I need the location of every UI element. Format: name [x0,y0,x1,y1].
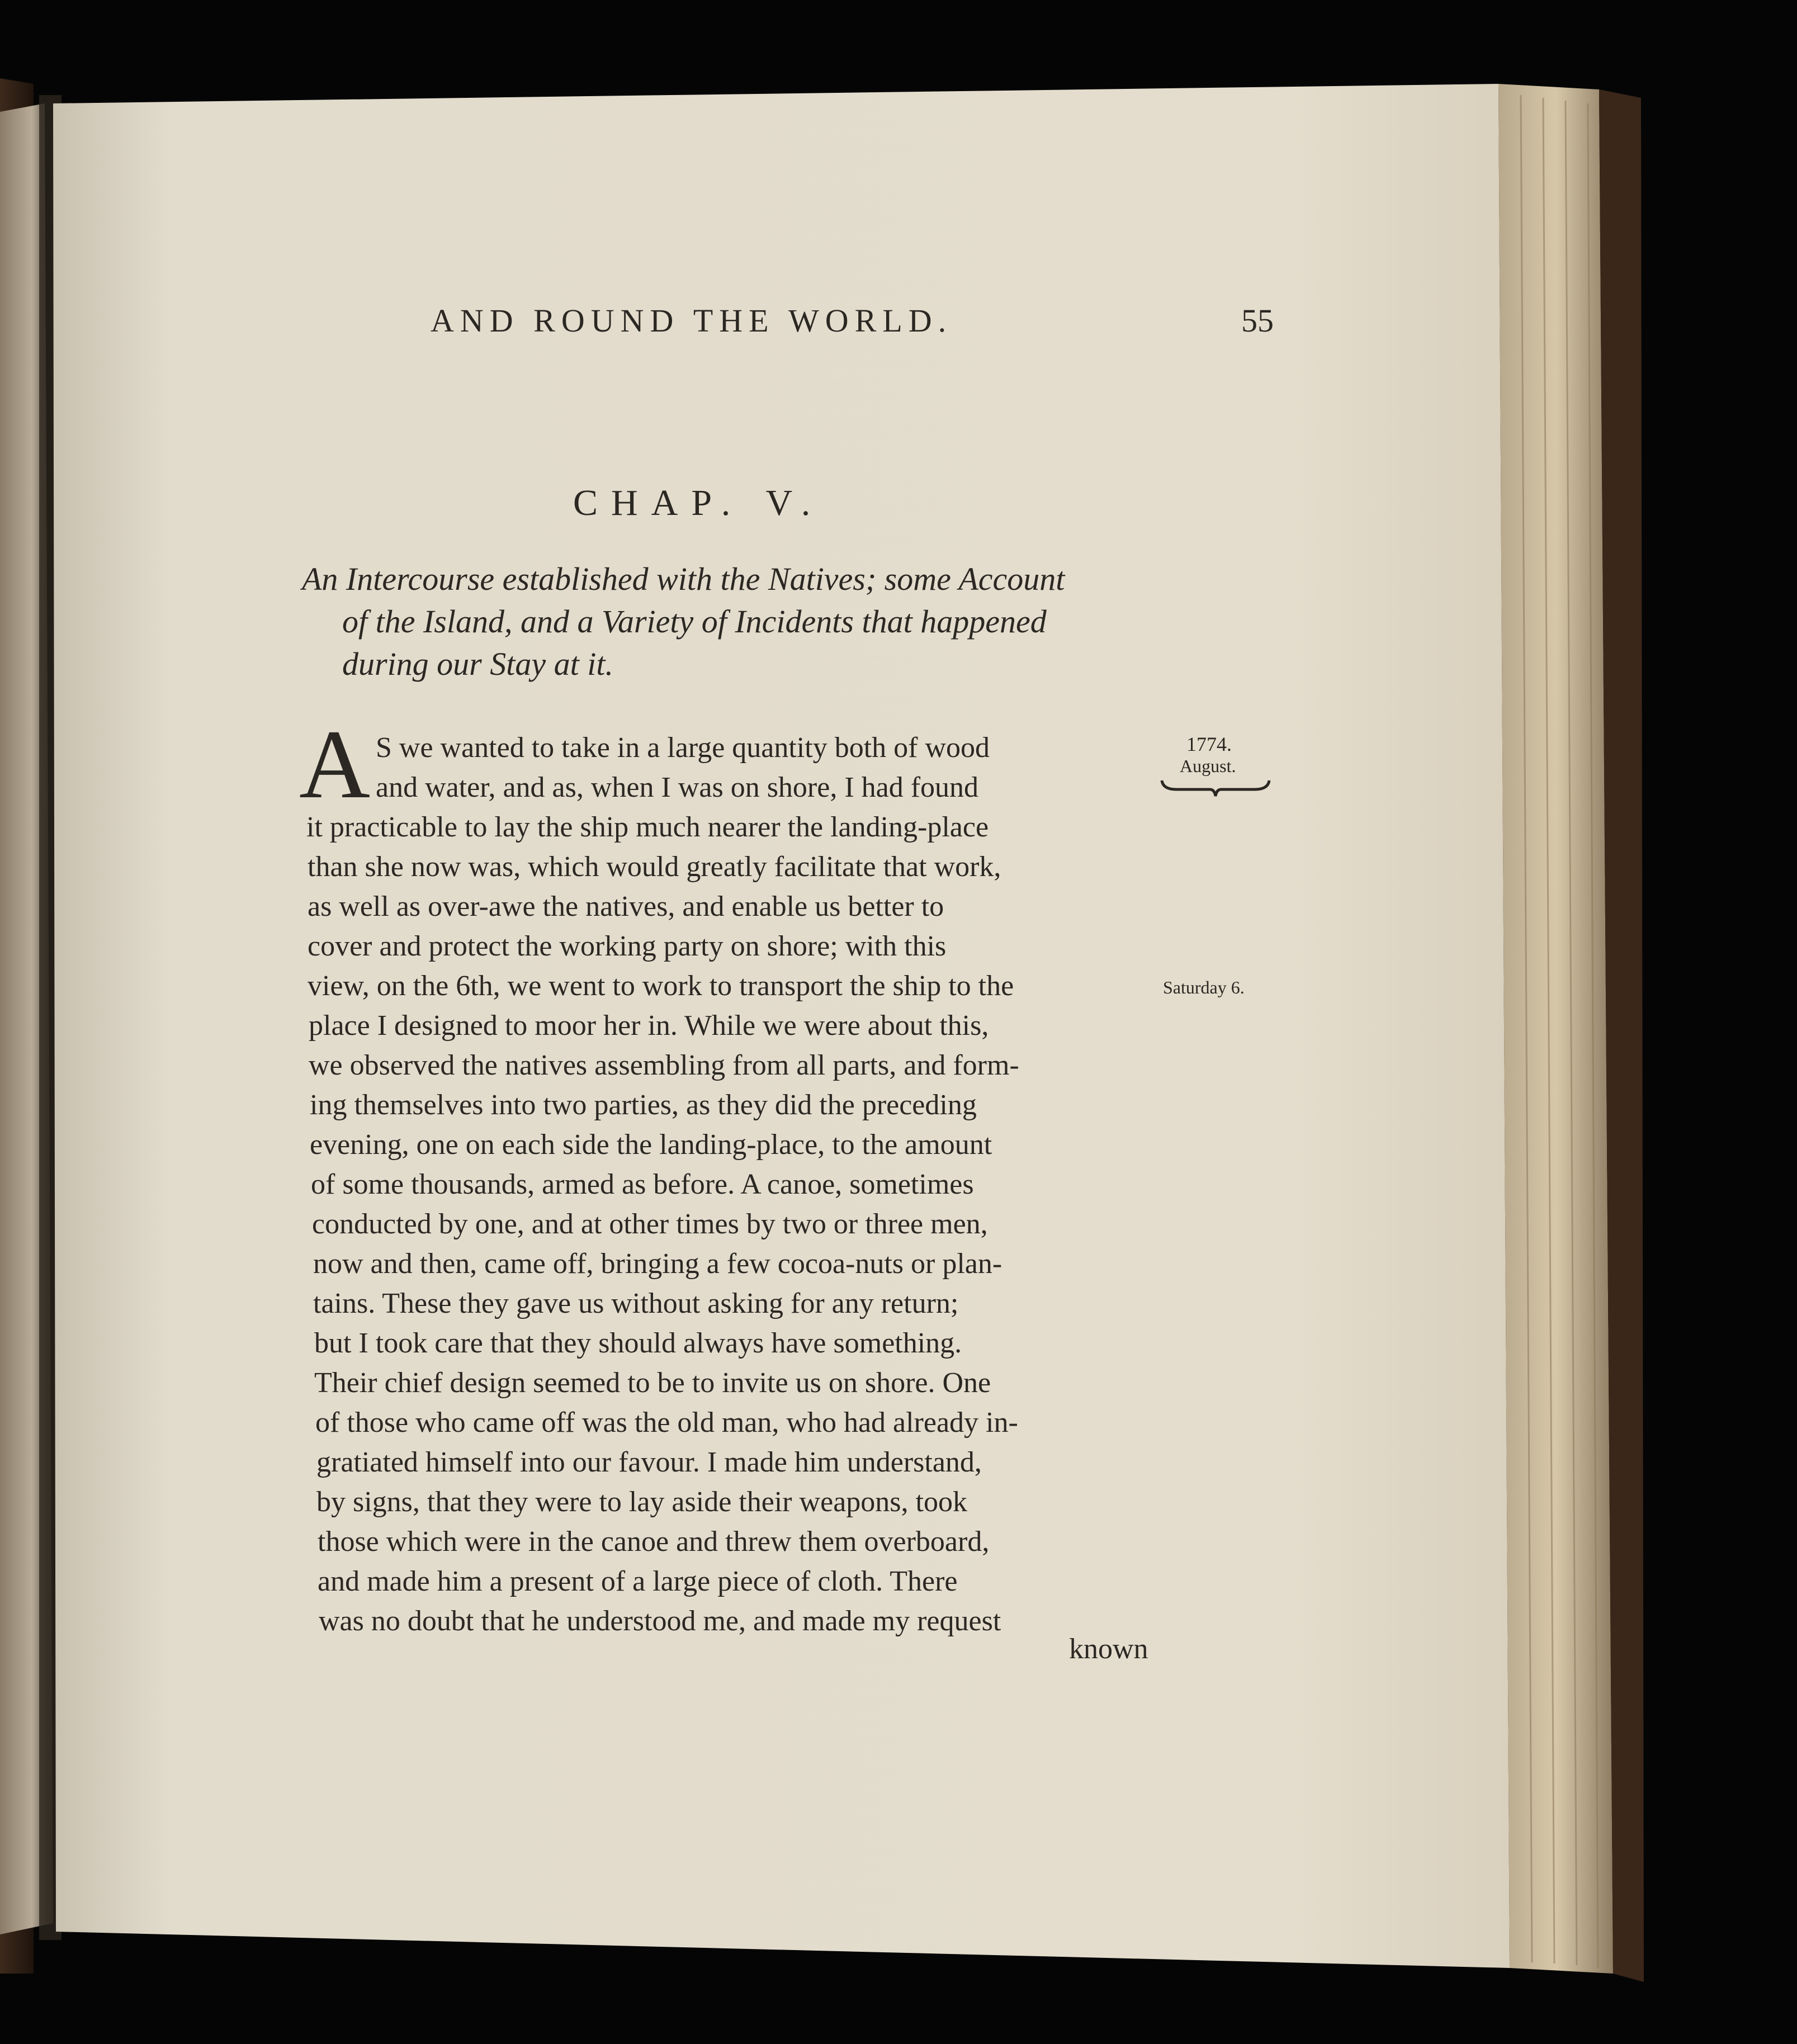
body-line: view, on the 6th, we went to work to transport the ship to the [308,970,1014,1002]
margin-note-year: 1774. [1186,733,1232,755]
chapter-summary-line: of the Island, and a Variety of Incidents that happened [342,603,1047,640]
body-line: as well as over-awe the natives, and enable us better to [308,891,944,922]
body-line: place I designed to moor her in. While we were about this, [309,1010,989,1042]
body-line: gratiated himself into our favour. I made him understand, [316,1446,982,1478]
drop-cap: A [299,710,371,819]
margin-note-month: August. [1180,756,1236,776]
body-line: it practicable to lay the ship much nearer the landing-place [306,811,989,843]
body-line: ing themselves into two parties, as they did the preceding [310,1089,977,1121]
body-line: by signs, that they were to lay aside their weapons, took [316,1486,967,1518]
body-line: S we wanted to take in a large quantity both of wood [376,732,990,764]
body-line: and made him a present of a large piece of cloth. There [318,1565,958,1597]
margin-note-day: Saturday 6. [1163,977,1245,997]
body-line: was no doubt that he understood me, and made my request [319,1605,1001,1637]
body-line: now and then, came off, bringing a few cocoa-nuts or plan- [313,1248,1002,1280]
body-line: than she now was, which would greatly facilitate that work, [308,851,1001,883]
chapter-heading: CHAP. V. [573,482,824,523]
body-line: and water, and as, when I was on shore, I had found [376,772,979,803]
body-line: cover and protect the working party on shore; with this [308,930,947,962]
margin-brace [1160,777,1271,799]
body-line: evening, one on each side the landing-place, to the amount [310,1129,992,1161]
page-number: 55 [1241,302,1274,339]
body-line: but I took care that they should always have something. [314,1327,962,1359]
body-line: we observed the natives assembling from all parts, and form- [309,1049,1019,1081]
body-line: of those who came off was the old man, who had already in- [315,1407,1018,1439]
chapter-summary-line: during our Stay at it. [342,646,613,682]
running-head: AND ROUND THE WORLD. [431,302,953,339]
catchword: known [1069,1633,1148,1665]
body-line: of some thousands, armed as before. A canoe, sometimes [311,1168,974,1200]
body-line: conducted by one, and at other times by two or three men, [312,1208,988,1240]
body-line: Their chief design seemed to be to invite us on shore. One [314,1367,991,1399]
chapter-summary-line: An Intercourse established with the Natives; some Account [302,561,1065,597]
body-line: tains. These they gave us without asking for any return; [313,1288,959,1319]
body-line: those which were in the canoe and threw them overboard, [318,1526,990,1558]
